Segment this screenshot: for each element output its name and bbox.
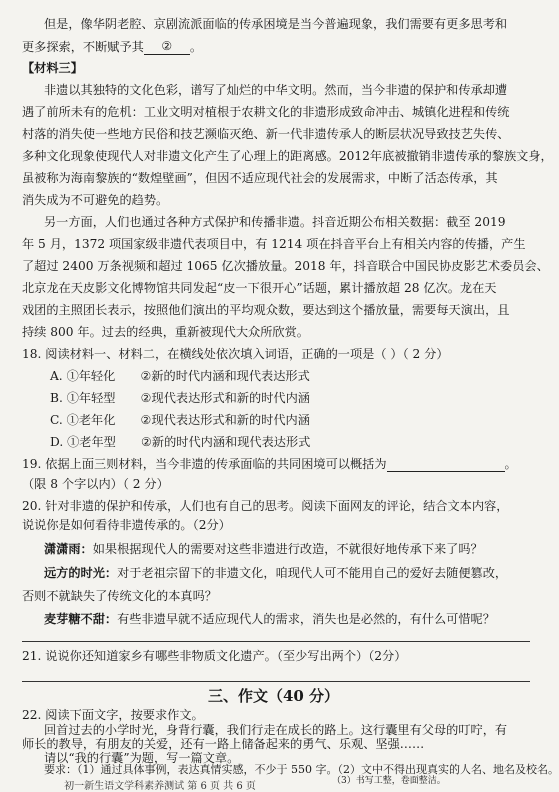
q19-answer-blank[interactable] (387, 458, 505, 472)
intro-line-1: 但是，像华阴老腔、京剧流派面临的传承困境是当今普遍现象，我们需要有更多思考和 (44, 17, 508, 31)
requirement-item: （3）书写工整，卷面整洁。 (332, 776, 446, 786)
q22-stem: 22. 阅读下面文字，按要求作文。 (22, 708, 204, 722)
option-letter: C. (50, 413, 63, 427)
material3-line: 消失成为不可避免的趋势。 (22, 193, 169, 207)
material3-line: 北京龙在天皮影文化博物馆共同发起“皮一下很开心”话题，累计播放超 28 亿次。龙在天 (22, 281, 497, 295)
material3-line: 年 5 月，1372 项国家级非遗代表项目中，有 1214 项在抖音平台上有相关内容的传播，产生 (22, 237, 526, 251)
comment-author: 远方的时光： (44, 566, 118, 580)
option-letter: A. (50, 369, 63, 383)
intro-line-2-pre: 更多探索，不断赋予其 (22, 40, 144, 54)
q22-passage-2: 师长的教导，有朋友的关爱，还有一路上储备起来的勇气、乐观、坚强…… (22, 737, 425, 751)
req-label: 要求： (44, 763, 77, 776)
q19-note: （限 8 个字以内）（ 2 分） (22, 477, 169, 491)
page-footer: 初一新生语文学科素养测试 第 6 页 共 6 页 (64, 781, 256, 792)
q20-stem-2: 说说你是如何看待非遗传承的。（2分） (22, 518, 231, 532)
material3-line: 遇了前所未有的危机：工业文明对植根于农耕文化的非遗形成致命冲击、城镇化进程和传统 (22, 105, 510, 119)
q19-stem: 19. 依据上面三则材料，当今非遗的传承面临的共同困境可以概括为 (22, 457, 387, 471)
comment-text: 如果根据现代人的需要对这些非遗进行改造，不就很好地传承下来了吗？ (92, 542, 483, 556)
intro-line-2 (22, 39, 530, 55)
q21-answer-line[interactable] (22, 681, 530, 682)
material3-heading: 【材料三】 (22, 61, 83, 75)
blank-2: ② (144, 39, 190, 55)
q20-comment (44, 566, 530, 581)
material3-line: 虽被称为海南黎族的“数煌壁画”，但因不适应现代社会的发展需求，中断了活态传承，其 (22, 171, 498, 185)
material3-line: 多种文化现象使现代人对非遗文化产生了心理上的距离感。2012年底被撤销非遗传承的黎族文身， (22, 149, 553, 163)
q22-requirements-3 (332, 776, 532, 786)
q20-comment-cont: 否则不就缺失了传统文化的本真吗？ (22, 589, 217, 603)
comment-author: 麦芽糖不甜： (44, 612, 118, 626)
q18-option-c[interactable] (50, 413, 558, 428)
comment-author: 潇潇雨： (44, 542, 93, 556)
q19-line (22, 457, 530, 472)
option-letter: B. (50, 391, 63, 405)
q18-option-d[interactable] (50, 435, 558, 450)
q22-passage-1: 回首过去的小学时光，身背行囊，我们行走在成长的路上。这行囊里有父母的叮咛，有 (44, 723, 508, 737)
q18-stem: 18. 阅读材料一、材料二，在横线处依次填入词语，正确的一项是（ ）（ 2 分） (22, 347, 449, 361)
q19-end: 。 (504, 457, 517, 471)
q18-option-a[interactable] (50, 369, 558, 384)
q22-prompt: 请以“我的行囊”为题，写一篇文章。 (44, 751, 240, 765)
section-title: 三、作文（40 分） (207, 687, 340, 705)
material3-line: 戏团的主照团长表示，按照他们演出的平均观众数，要达到这个播放量，需要每天演出，且 (22, 303, 510, 317)
comment-text: 对于老祖宗留下的非遗文化，咱现代人可不能用自己的爱好去随便篡改， (117, 566, 508, 580)
q20-comment (44, 542, 530, 557)
option-second: ②新的时代内涵和现代表达形式 (140, 435, 311, 449)
material3-line: 了超过 2400 万条视频和超过 1065 亿次播放量。2018 年，抖音联合中国民协皮影艺术委员会、 (22, 259, 549, 273)
option-letter: D. (50, 435, 64, 449)
q22-requirements-2 (332, 763, 559, 776)
q20-stem-1: 20. 针对非遗的保护和传承，人们也有自己的思考。阅读下面网友的评论，结合文本内容， (22, 499, 509, 513)
intro-line-2-post: 。 (189, 40, 203, 54)
option-first: ①老年化 (66, 413, 116, 427)
option-first: ①年轻型 (66, 391, 116, 405)
option-second: ②现代表达形式和新的时代内涵 (140, 391, 310, 405)
q21-stem: 21. 说说你还知道家乡有哪些非物质文化遗产。（至少写出两个）（2分） (22, 649, 407, 663)
option-second: ②新的时代内涵和现代表达形式 (140, 369, 310, 383)
comment-text: 有些非遗早就不适应现代人的需求，消失也是必然的，有什么可惜呢？ (117, 612, 495, 626)
requirement-item: （2）文中不得出现真实的人名、地名及校名。 (332, 763, 559, 776)
option-second: ②现代表达形式和新的时代内涵 (140, 413, 310, 427)
requirement-item: （1）通过具体事例，表达真情实感，不少于 550 字。 (77, 763, 338, 776)
q20-answer-line[interactable] (22, 641, 530, 642)
material3-line: 非遗以其独特的文化色彩，谱写了灿烂的中华文明。然而，当今非遗的保护和传承却遭 (44, 83, 508, 97)
q20-comment (44, 612, 530, 627)
q18-option-b[interactable] (50, 391, 558, 406)
option-first: ①老年型 (67, 435, 116, 449)
option-first: ①年轻化 (66, 369, 116, 383)
material3-line: 村落的消失使一些地方民俗和技艺濒临灭绝、新一代非遗传承人的断层状况导致技艺失传、 (22, 127, 510, 141)
material3-line: 持续 800 年。过去的经典，重新被现代大众所欣赏。 (22, 325, 309, 339)
material3-line: 另一方面，人们也通过各种方式保护和传播非遗。抖音近期公布相关数据：截至 2019 (44, 215, 506, 229)
